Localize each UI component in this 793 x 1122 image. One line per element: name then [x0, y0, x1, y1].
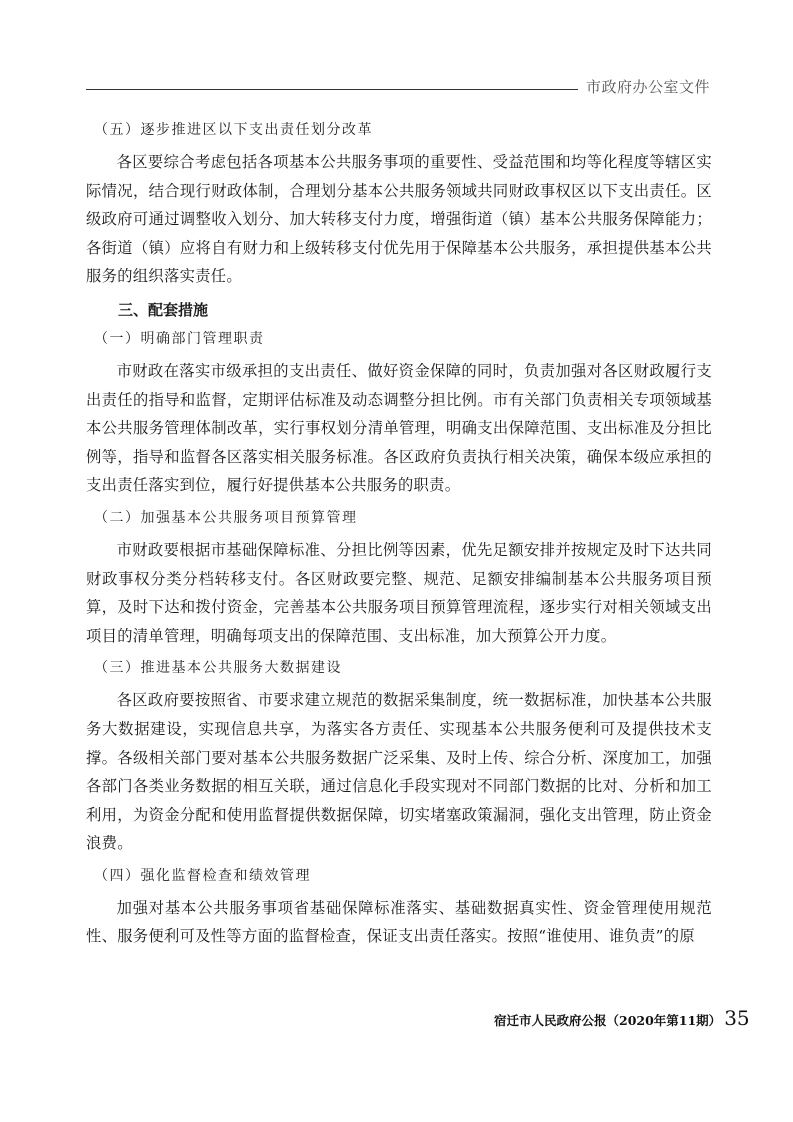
journal-name: 宿迁市人民政府公报（2020年第11期）: [494, 1013, 722, 1028]
paragraph: 各区要综合考虑包括各项基本公共服务事项的重要性、受益范围和均等化程度等辖区实际情况，结合现行财政体制，合理划分基本公共服务领域共同财政事权区以下支出责任。区级政府可通过调整收入划分、加大转移支付力度，增强街道（镇）基本公共服务保障能力；各街道（镇）应将自有财力和上级转移支付优先用于保障基本公共服务，承担提供基本公共服务的组织落实责任。: [86, 153, 712, 286]
header-title: 市政府办公室文件: [586, 78, 711, 96]
paragraph: 各区政府要按照省、市要求建立规范的数据采集制度，统一数据标准，加快基本公共服务大数据建设，实现信息共享，为落实各方责任、实现基本公共服务便利可及提供技术支撑。各级相关部门要对基本公共服务数据广泛采集、及时上传、综合分析、深度加工，加强各部门各类业务数据的相互关联，通过信息化手段实现对不同部门数据的比对、分析和加工利用，为资金分配和使用监督提供数据保障，切实堵塞政策漏洞，强化支出管理，防止资金浪费。: [86, 691, 712, 853]
header-rule: [86, 89, 578, 90]
subsection-heading: （四）强化监督检查和绩效管理: [94, 867, 311, 884]
section-heading: 三、配套措施: [118, 300, 209, 319]
paragraph: 市财政要根据市基础保障标准、分担比例等因素，优先足额安排并按规定及时下达共同财政事权分类分档转移支付。各区财政要完整、规范、足额安排编制基本公共服务项目预算，及时下达和拨付资金，完善基本公共服务项目预算管理流程，逐步实行对相关领域支出项目的清单管理，明确每项支出的保障范围、支出标准，加大预算公开力度。: [86, 540, 712, 645]
subsection-heading: （五）逐步推进区以下支出责任划分改革: [94, 122, 373, 138]
paragraph: 市财政在落实市级承担的支出责任、做好资金保障的同时，负责加强对各区财政履行支出责任的指导和监督，定期评估标准及动态调整分担比例。市有关部门负责相关专项领域基本公共服务管理体制改革，实行事权划分清单管理，明确支出保障范围、支出标准及分担比例等，指导和监督各区落实相关服务标准。各区政府负责执行相关决策，确保本级应承担的支出责任落实到位，履行好提供基本公共服务的职责。: [86, 361, 712, 495]
subsection-heading: （二）加强基本公共服务项目预算管理: [94, 509, 358, 526]
document-body: [86, 118, 712, 957]
page-number: 35: [724, 1006, 750, 1030]
paragraph: 加强对基本公共服务事项省基础保障标准落实、基础数据真实性、资金管理使用规范性、服务便利可及性等方面的监督检查，保证支出责任落实。按照“谁使用、谁负责”的原: [86, 898, 712, 946]
subsection-heading: （三）推进基本公共服务大数据建设: [94, 660, 342, 677]
subsection-heading: （一）明确部门管理职责: [94, 330, 265, 347]
page-footer: [494, 1006, 750, 1030]
